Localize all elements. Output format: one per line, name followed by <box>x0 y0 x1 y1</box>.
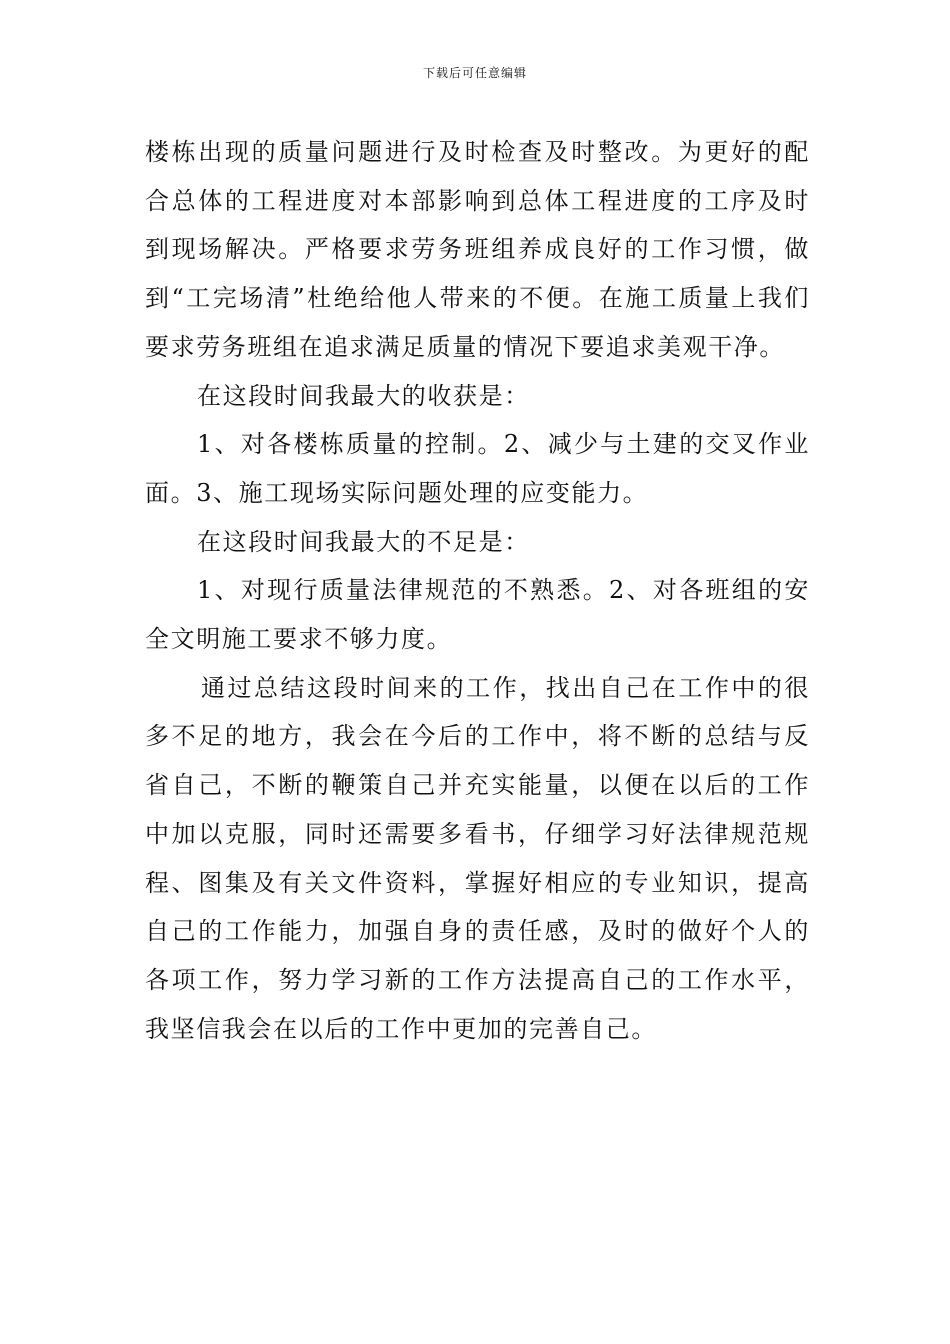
paragraph-gains-heading: 在这段时间我最大的收获是： <box>197 381 530 410</box>
paragraph-shortcomings-list: 1、对现行质量法律规范的不熟悉。2、对各班组的安全文明施工要求不够力度。 <box>145 576 810 654</box>
document-body <box>145 128 810 1053</box>
header-note: 下载后可任意编辑 <box>422 66 527 80</box>
paragraph-quality-management: 楼栋出现的质量问题进行及时检查及时整改。为更好的配合总体的工程进度对本部影响到总体工程进度的工序及时到现场解决。严格要求劳务班组养成良好的工作习惯，做到“工完场清”杜绝给他人带来的不便。在施工质量上我们要求劳务班组在追求满足质量的情况下要追求美观干净。 <box>145 138 810 361</box>
paragraph-shortcomings-heading: 在这段时间我最大的不足是： <box>197 527 530 556</box>
paragraph-conclusion: 通过总结这段时间来的工作，找出自己在工作中的很多不足的地方，我会在今后的工作中，将不断的总结与反省自己，不断的鞭策自己并充实能量，以便在以后的工作中加以克服，同时还需要多看书，仔细学习好法律规范规程、图集及有关文件资料，掌握好相应的专业知识，提高自己的工作能力，加强自身的责任感，及时的做好个人的各项工作，努力学习新的工作方法提高自己的工作水平，我坚信我会在以后的工作中更加的完善自己。 <box>145 673 810 1043</box>
paragraph-gains-list: 1、对各楼栋质量的控制。2、减少与土建的交叉作业面。3、施工现场实际问题处理的应变能力。 <box>145 430 810 507</box>
